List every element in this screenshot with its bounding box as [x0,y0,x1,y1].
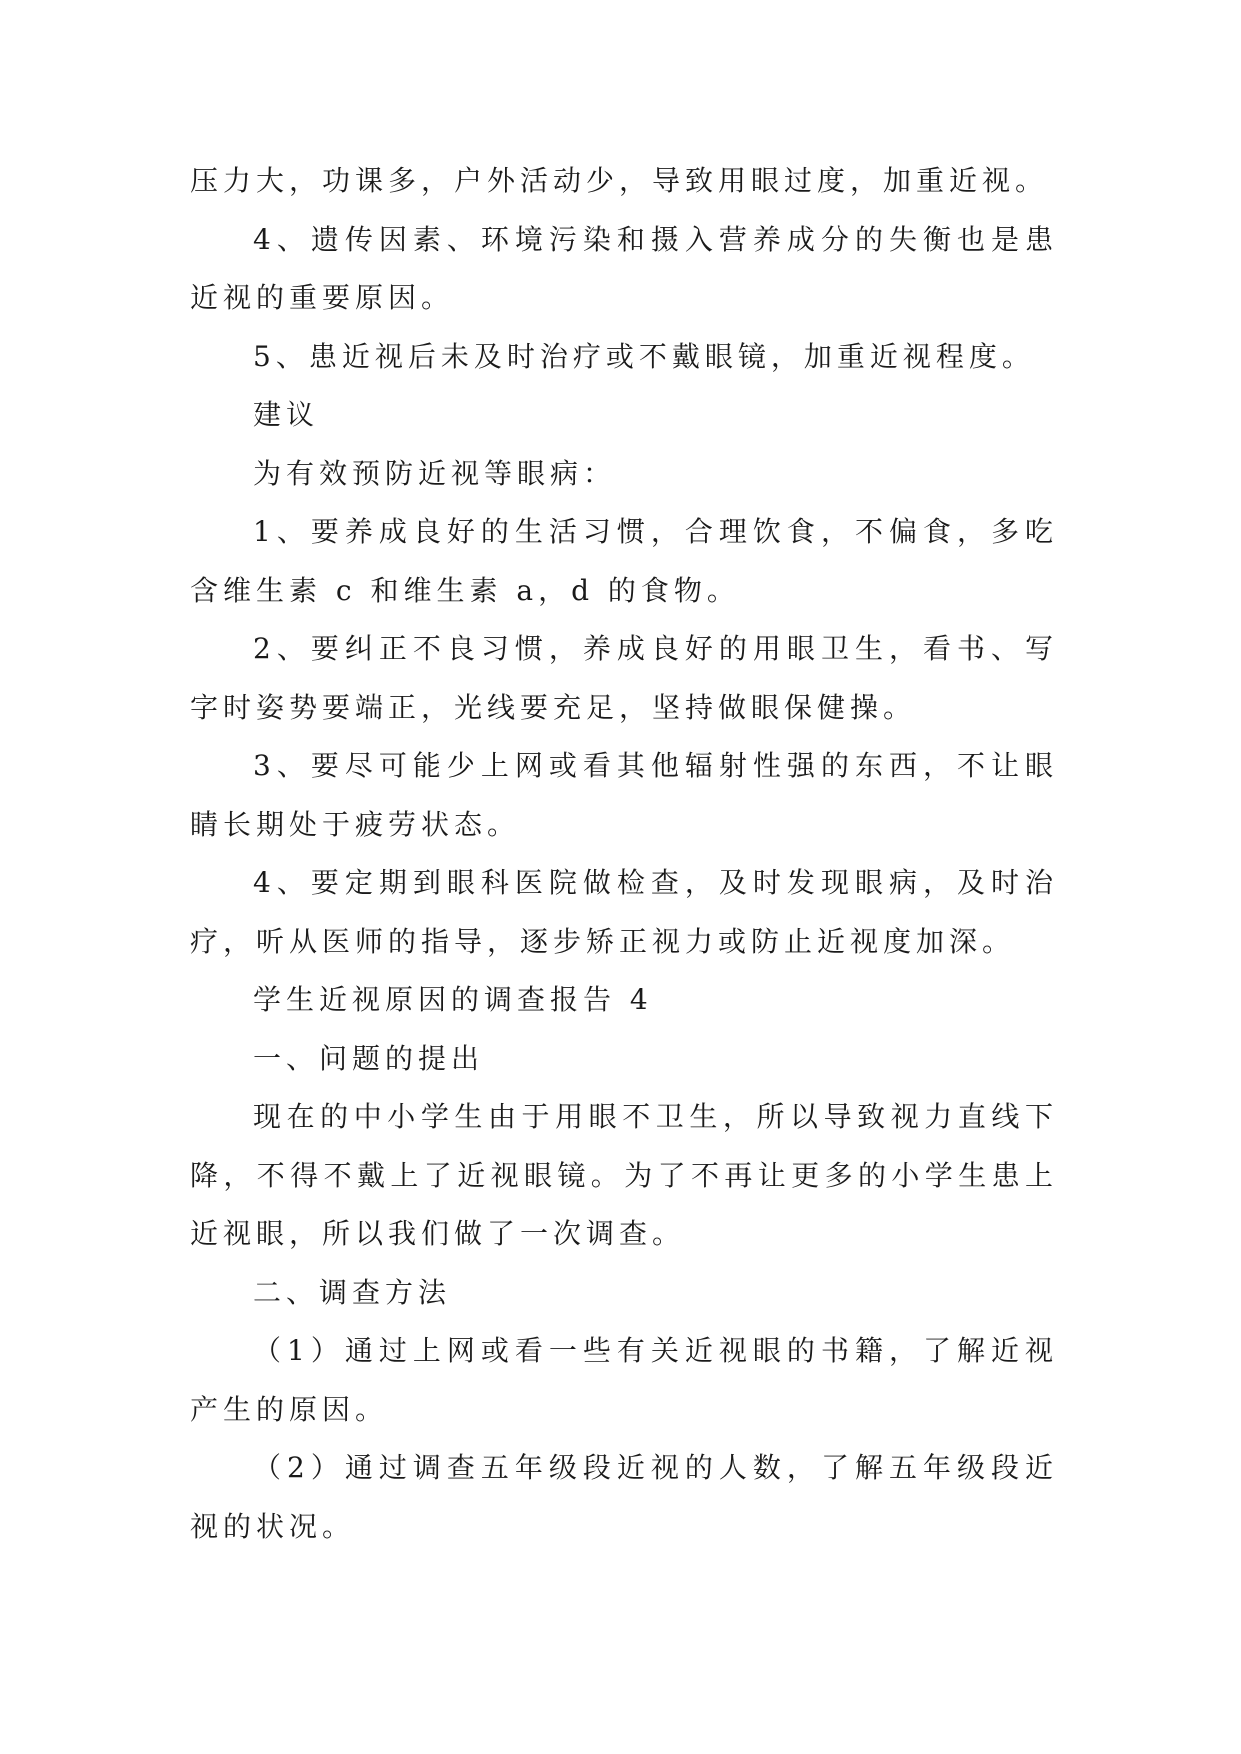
document-page [190,152,1058,1556]
paragraph-1: 压力大，功课多，户外活动少，导致用眼过度，加重近视。 [190,164,1049,197]
section-heading-problem: 一、问题的提出 [253,1041,485,1075]
section-heading-method: 二、调查方法 [253,1275,452,1309]
paragraph-6: 1、要养成良好的生活习惯，合理饮食，不偏食，多吃含维生素 c 和维生素 a，d 的食物。 [190,515,1058,607]
paragraph-9: 4、要定期到眼科医院做检查，及时发现眼病，及时治疗，听从医师的指导，逐步矫正视力或防止近视度加深。 [190,866,1058,958]
paragraph-3: 5、患近视后未及时治疗或不戴眼镜，加重近视程度。 [253,339,1035,373]
report-title: 学生近视原因的调查报告 4 [253,983,653,1016]
paragraph-8: 3、要尽可能少上网或看其他辐射性强的东西，不让眼睛长期处于疲劳状态。 [190,749,1058,841]
paragraph-15: （2）通过调查五年级段近视的人数，了解五年级段近视的状况。 [190,1451,1058,1543]
section-heading-suggestions: 建议 [253,398,320,431]
paragraph-14: （1）通过上网或看一些有关近视眼的书籍，了解近视产生的原因。 [190,1334,1058,1426]
paragraph-12: 现在的中小学生由于用眼不卫生，所以导致视力直线下降，不得不戴上了近视眼镜。为了不再让更多的小学生患上近视眼，所以我们做了一次调查。 [190,1100,1058,1250]
paragraph-5: 为有效预防近视等眼病： [253,456,617,490]
paragraph-7: 2、要纠正不良习惯，养成良好的用眼卫生，看书、写字时姿势要端正，光线要充足，坚持做眼保健操。 [190,632,1058,724]
paragraph-2: 4、遗传因素、环境污染和摄入营养成分的失衡也是患近视的重要原因。 [190,222,1058,314]
